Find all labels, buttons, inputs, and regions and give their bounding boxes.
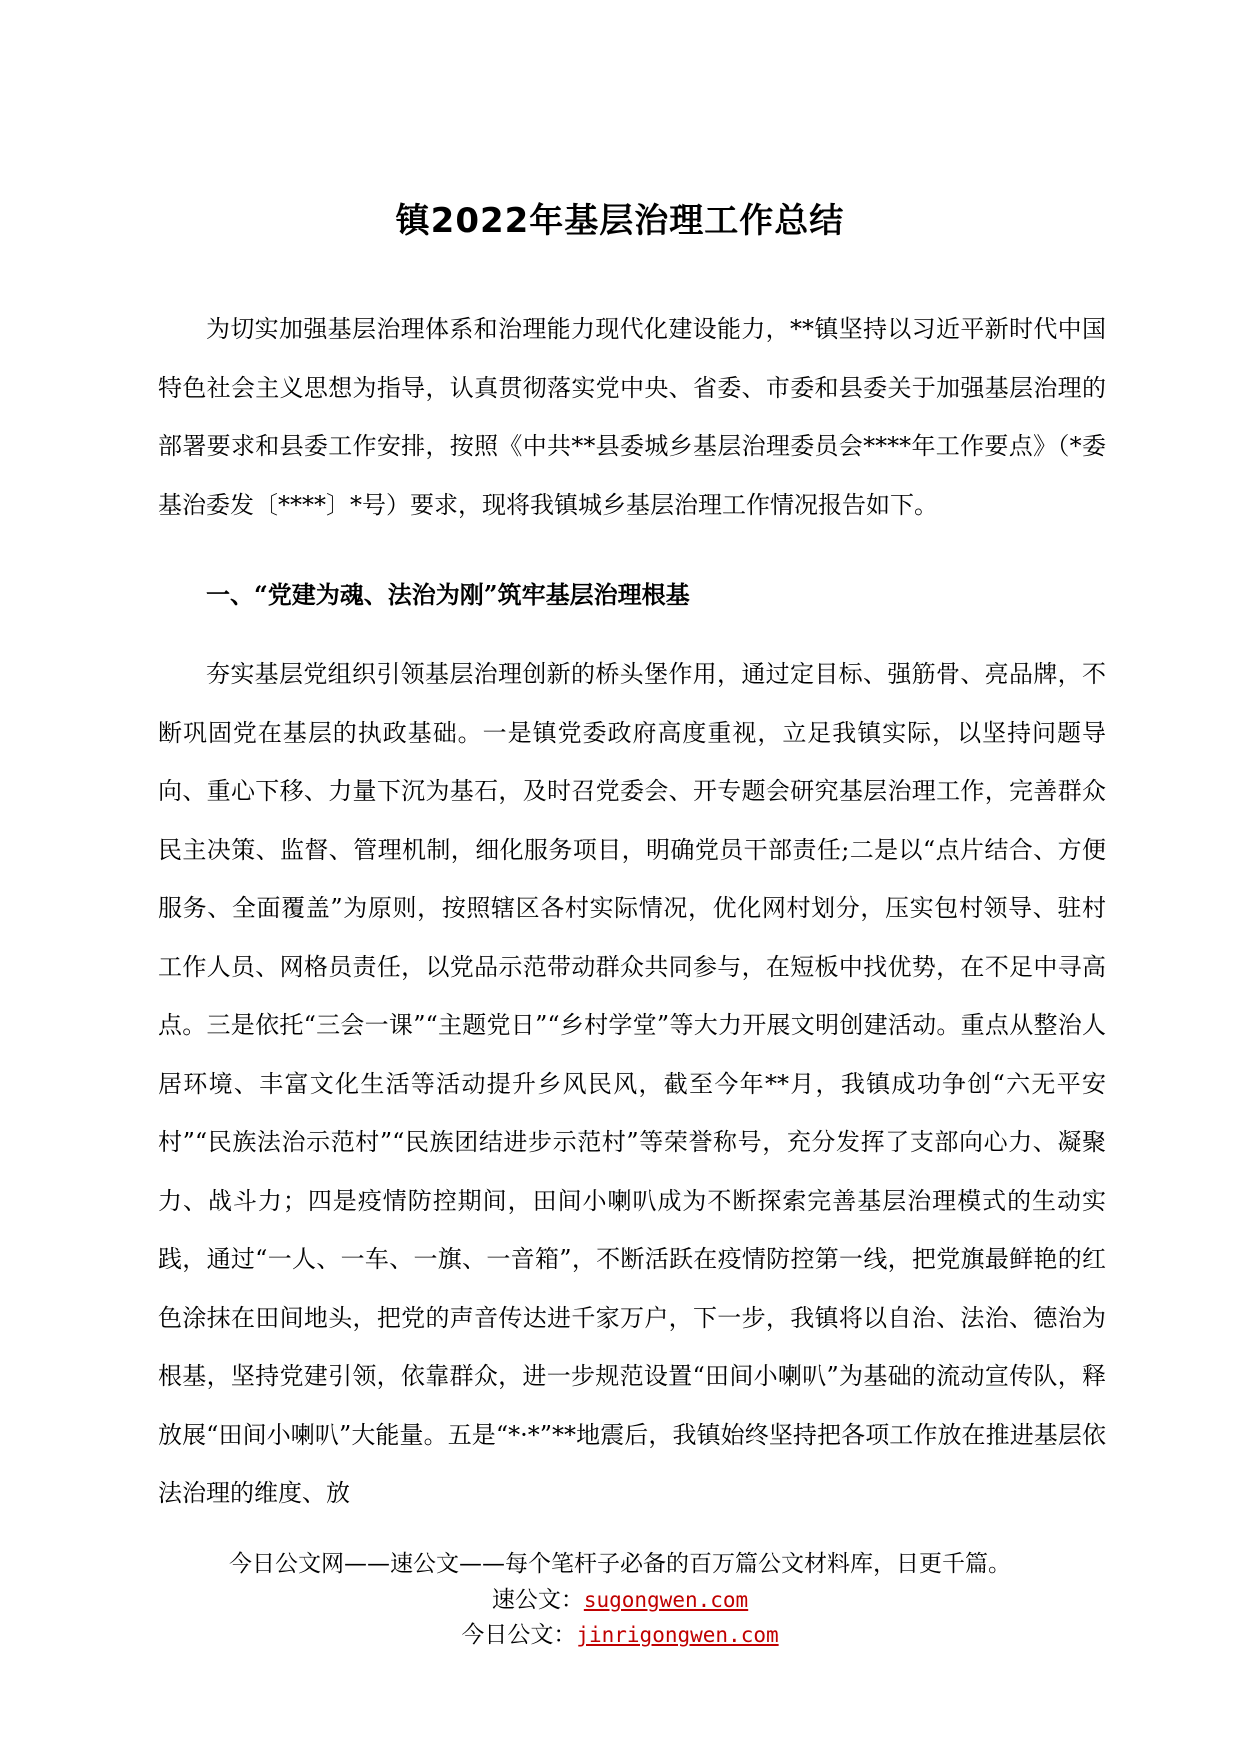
footer-site-1-label: 速公文： — [491, 1587, 584, 1613]
footer-site-2 — [0, 1616, 1240, 1649]
footer-site-1 — [0, 1581, 1240, 1614]
section-heading-1: 一、“党建为魂、法治为刚”筑牢基层治理根基 — [206, 580, 690, 609]
intro-paragraph: 为切实加强基层治理体系和治理能力现代化建设能力，**镇坚持以习近平新时代中国特色社会主义思想为指导，认真贯彻落实党中央、省委、市委和县委关于加强基层治理的部署要求和县委工作安排，按照《中共**县委城乡基层治理委员会****年工作要点》（*委基治委发〔****〕*号）要求，现将我镇城乡基层治理工作情况报告如下。 — [158, 315, 1106, 519]
footer-banner: 今日公文网——速公文——每个笔杆子必备的百万篇公文材料库，日更千篇。 — [229, 1551, 1011, 1577]
document-title: 镇2022年基层治理工作总结 — [395, 201, 845, 241]
footer-site-2-label: 今日公文： — [461, 1622, 577, 1648]
section-1-paragraph: 夯实基层党组织引领基层治理创新的桥头堡作用，通过定目标、强筋骨、亮品牌，不断巩固党在基层的执政基础。一是镇党委政府高度重视，立足我镇实际，以坚持问题导向、重心下移、力量下沉为基石，及时召党委会、开专题会研究基层治理工作，完善群众民主决策、监督、管理机制，细化服务项目，明确党员干部责任;二是以“点片结合、方便服务、全面覆盖”为原则，按照辖区各村实际情况，优化网村划分，压实包村领导、驻村工作人员、网格员责任，以党品示范带动群众共同参与，在短板中找优势，在不足中寻高点。三是依托“三会一课”“主题党日”“乡村学堂”等大力开展文明创建活动。重点从整治人居环境、丰富文化生活等活动提升乡风民风，截至今年**月，我镇成功争创“六无平安村”“民族法治示范村”“民族团结进步示范村”等荣誉称号，充分发挥了支部向心力、凝聚力、战斗力；四是疫情防控期间，田间小喇叭成为不断探索完善基层治理模式的生动实践，通过“一人、一车、一旗、一音箱”，不断活跃在疫情防控第一线，把党旗最鲜艳的红色涂抹在田间地头，把党的声音传达进千家万户，下一步，我镇将以自治、法治、德治为根基，坚持党建引领，依靠群众，进一步规范设置“田间小喇叭”为基础的流动宣传队，释放展“田间小喇叭”大能量。五是“*·*”**地震后，我镇始终坚持把各项工作放在推进基层依法治理的维度、放 — [158, 660, 1106, 1507]
footer-site-1-link[interactable]: sugongwen.com — [583, 1588, 749, 1612]
footer-site-2-link[interactable]: jinrigongwen.com — [576, 1623, 779, 1647]
